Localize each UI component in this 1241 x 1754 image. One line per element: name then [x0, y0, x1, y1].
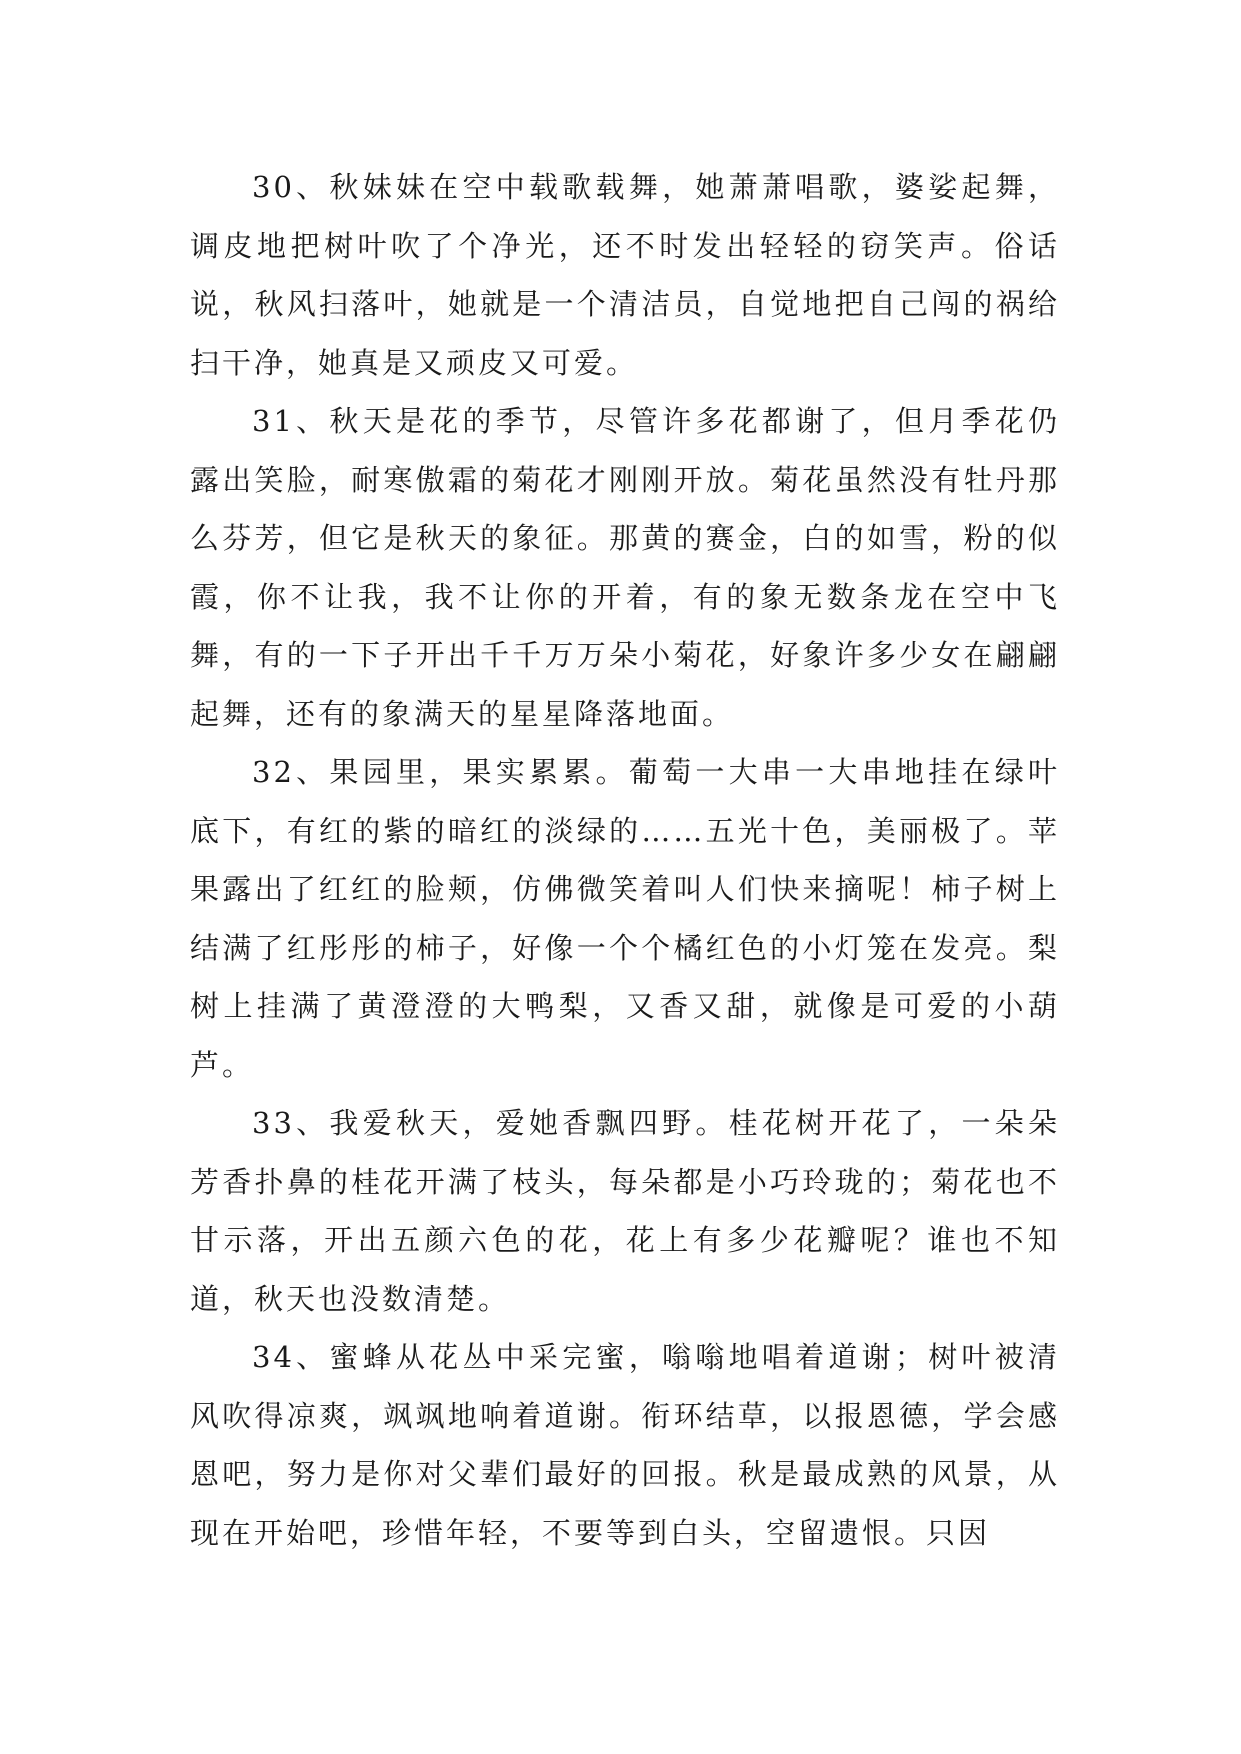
- paragraph-33: 33、我爱秋天，爱她香飘四野。桂花树开花了，一朵朵芳香扑鼻的桂花开满了枝头，每朵都是小巧玲珑的；菊花也不甘示落，开出五颜六色的花，花上有多少花瓣呢？谁也不知道，秋天也没数清楚。: [190, 1106, 1060, 1316]
- document-body: [190, 158, 1060, 1562]
- paragraph-32: 32、果园里，果实累累。葡萄一大串一大串地挂在绿叶底下，有红的紫的暗红的淡绿的……五光十色，美丽极了。苹果露出了红红的脸颊，仿佛微笑着叫人们快来摘呢！柿子树上结满了红彤彤的柿子，好像一个个橘红色的小灯笼在发亮。梨树上挂满了黄澄澄的大鸭梨，又香又甜，就像是可爱的小葫芦。: [190, 755, 1060, 1082]
- paragraph-31: 31、秋天是花的季节，尽管许多花都谢了，但月季花仍露出笑脸，耐寒傲霜的菊花才刚刚开放。菊花虽然没有牡丹那么芬芳，但它是秋天的象征。那黄的赛金，白的如雪，粉的似霞，你不让我，我不让你的开着，有的象无数条龙在空中飞舞，有的一下子开出千千万万朵小菊花，好象许多少女在翩翩起舞，还有的象满天的星星降落地面。: [190, 404, 1060, 731]
- paragraph-30: 30、秋妹妹在空中载歌载舞，她萧萧唱歌，婆娑起舞，调皮地把树叶吹了个净光，还不时发出轻轻的窃笑声。俗话说，秋风扫落叶，她就是一个清洁员，自觉地把自己闯的祸给扫干净，她真是又顽皮又可爱。: [190, 170, 1060, 380]
- paragraph-34: 34、蜜蜂从花丛中采完蜜，嗡嗡地唱着道谢；树叶被清风吹得凉爽，飒飒地响着道谢。衔环结草，以报恩德，学会感恩吧，努力是你对父辈们最好的回报。秋是最成熟的风景，从现在开始吧，珍惜年轻，不要等到白头，空留遗恨。只因: [190, 1340, 1060, 1550]
